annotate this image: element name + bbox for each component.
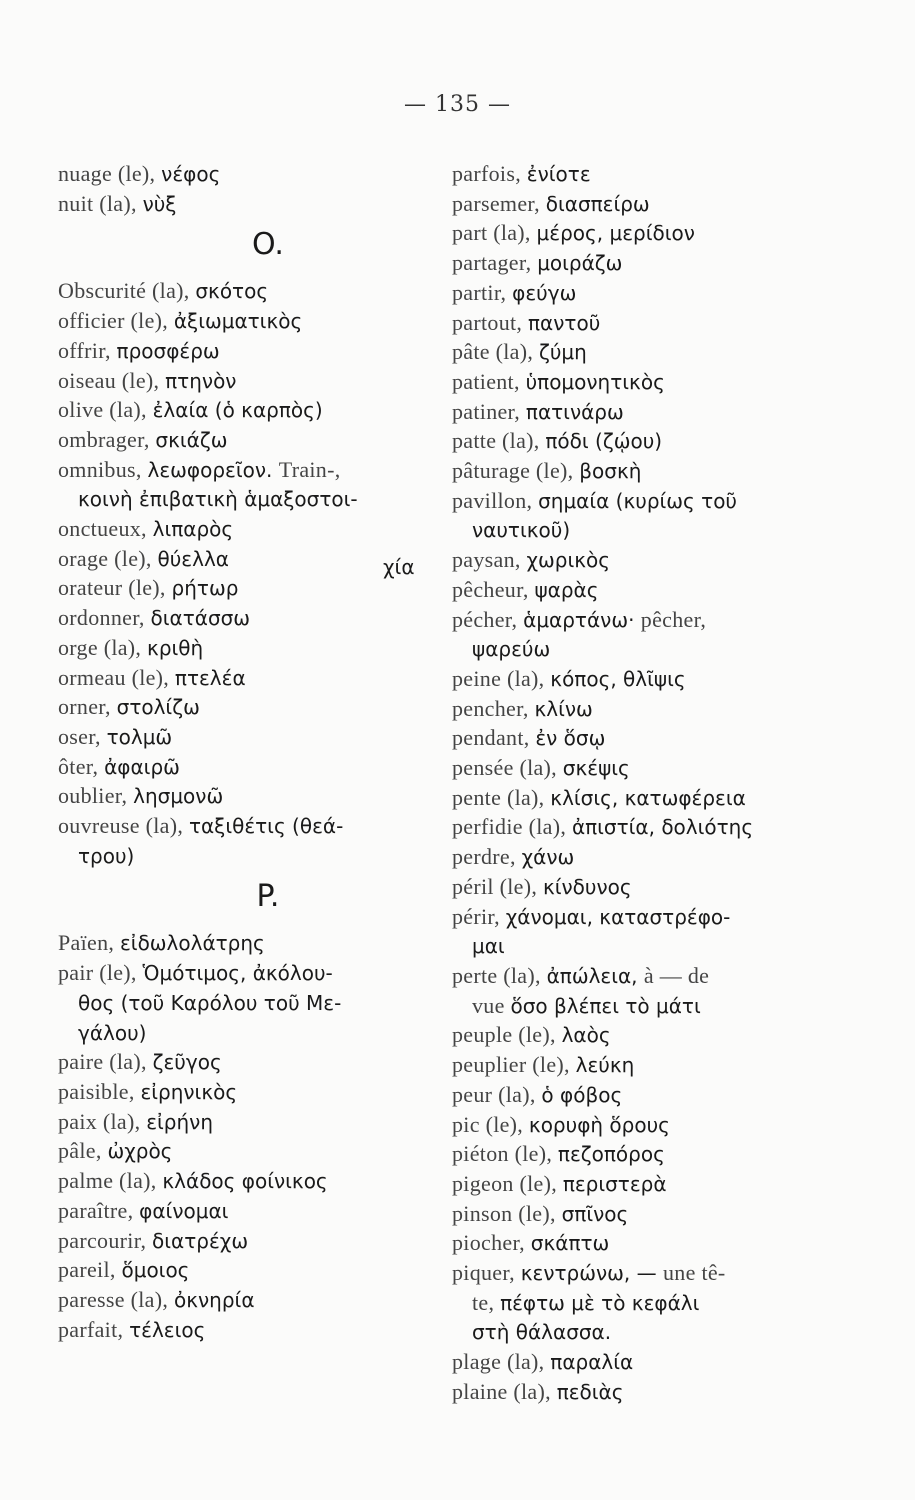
dictionary-entry xyxy=(58,277,438,307)
dictionary-entry xyxy=(58,307,438,337)
greek-translation: ἀπώλεια, xyxy=(546,963,644,988)
french-headword: offrir, xyxy=(58,337,117,363)
top-entries xyxy=(58,160,438,219)
french-headword: paraître, xyxy=(58,1197,140,1223)
page-number: — 135 — xyxy=(404,92,511,117)
french-headword: pair (le), xyxy=(58,960,143,986)
french-headword: vue xyxy=(472,992,511,1018)
dictionary-entry xyxy=(58,929,438,959)
french-headword: partir, xyxy=(452,279,513,305)
dictionary-entry xyxy=(452,992,832,1022)
greek-translation: ὅμοιος xyxy=(121,1258,190,1283)
greek-translation: χάνομαι, καταστρέφο- xyxy=(505,904,731,929)
dictionary-entry xyxy=(58,367,438,397)
greek-translation: πτηνὸν xyxy=(165,368,237,393)
dictionary-entry xyxy=(58,396,438,426)
dictionary-entry xyxy=(452,219,832,249)
greek-translation: ζεῦγος xyxy=(152,1050,222,1075)
french-headword: orage (le), xyxy=(58,545,158,571)
greek-translation: ὅσο βλέπει τὸ μάτι xyxy=(510,993,701,1018)
greek-translation: ψαρεύω xyxy=(472,637,551,662)
dictionary-entry xyxy=(452,309,832,339)
french-headword: peur (la), xyxy=(452,1081,542,1107)
french-headword: paix (la), xyxy=(58,1108,147,1134)
greek-translation: νέφος xyxy=(161,162,221,186)
french-headword: parsemer, xyxy=(452,190,546,216)
french-headword: part (la), xyxy=(452,220,537,246)
dictionary-entry xyxy=(58,1227,438,1257)
dictionary-entry xyxy=(452,1140,832,1170)
greek-translation: διασπείρω xyxy=(545,191,650,216)
dictionary-entry xyxy=(58,959,438,989)
greek-translation: τέλειος xyxy=(129,1317,206,1342)
french-headword: perdre, xyxy=(452,844,522,870)
dictionary-entry xyxy=(58,1019,438,1049)
french-headword: Train-, xyxy=(278,456,341,482)
greek-translation: λεύκη xyxy=(575,1053,635,1078)
french-headword: partout, xyxy=(452,309,529,335)
greek-translation: σπῖνος xyxy=(561,1201,629,1226)
french-headword: ormeau (le), xyxy=(58,664,175,690)
french-headword: te, xyxy=(472,1289,501,1315)
french-headword: Obscurité (la), xyxy=(58,278,196,304)
french-headword: plage (la), xyxy=(452,1349,551,1375)
french-headword: omnibus, xyxy=(58,456,148,482)
greek-translation: χάνω xyxy=(521,845,575,870)
french-headword: parfois, xyxy=(452,161,527,186)
french-headword: patient, xyxy=(452,368,526,394)
stray-syllable: χία xyxy=(383,555,415,579)
dictionary-entry xyxy=(58,989,438,1019)
french-headword: nuage (le), xyxy=(58,161,162,186)
greek-translation: πέφτω μὲ τὸ κεφάλι xyxy=(500,1290,700,1315)
greek-translation: ἐνίοτε xyxy=(526,162,591,186)
greek-translation: νὺξ xyxy=(142,191,177,216)
right-entries xyxy=(452,160,832,1408)
greek-translation: κορυφὴ ὅρους xyxy=(528,1112,670,1137)
dictionary-entry xyxy=(58,337,438,367)
greek-translation: εἰρήνη xyxy=(146,1109,214,1134)
french-headword: paysan, xyxy=(452,547,527,573)
french-headword: Païen, xyxy=(58,930,120,956)
greek-translation: σκέψις xyxy=(562,756,630,781)
dictionary-entry xyxy=(58,545,438,575)
dictionary-entry xyxy=(452,635,832,665)
french-headword: une tê- xyxy=(662,1260,726,1286)
french-headword: oublier, xyxy=(58,783,134,809)
french-headword: parcourir, xyxy=(58,1227,153,1253)
french-headword: peuplier (le), xyxy=(452,1052,576,1078)
greek-translation: τολμῶ xyxy=(106,724,173,749)
french-headword: olive (la), xyxy=(58,397,153,423)
dictionary-entry xyxy=(452,843,832,873)
greek-translation: εἰδωλολάτρης xyxy=(119,931,265,956)
dictionary-entry xyxy=(452,1229,832,1259)
dictionary-entry xyxy=(452,1318,832,1348)
dictionary-entry xyxy=(58,515,438,545)
o-entries xyxy=(58,277,438,871)
greek-translation: μέρος, μερίδιον xyxy=(536,221,695,246)
french-headword: pavillon, xyxy=(452,487,539,513)
dictionary-entry xyxy=(452,546,832,576)
greek-translation: κλάδος φοίνικος xyxy=(162,1169,328,1194)
french-headword: perte (la), xyxy=(452,962,547,988)
greek-translation: κριθὴ xyxy=(147,635,204,660)
greek-translation: διατρέχω xyxy=(152,1228,249,1253)
dictionary-entry xyxy=(452,1348,832,1378)
french-headword: oiseau (le), xyxy=(58,367,166,393)
dictionary-entry xyxy=(452,427,832,457)
dictionary-entry xyxy=(58,1316,438,1346)
greek-translation: διατάσσω xyxy=(150,606,251,631)
greek-translation: σκάπτω xyxy=(530,1231,610,1256)
dictionary-entry xyxy=(58,693,438,723)
french-headword: pêcheur, xyxy=(452,576,535,602)
greek-translation: χωρικὸς xyxy=(526,548,611,573)
french-headword: pensée (la), xyxy=(452,755,563,781)
french-headword: à — de xyxy=(643,962,710,988)
french-headword: péril (le), xyxy=(452,873,543,899)
french-headword: ordonner, xyxy=(58,605,151,631)
greek-translation: κίνδυνος xyxy=(542,874,632,899)
dictionary-entry xyxy=(58,634,438,664)
p-entries xyxy=(58,929,438,1345)
right-column xyxy=(452,160,832,1408)
dictionary-entry xyxy=(58,812,438,842)
dictionary-entry xyxy=(452,1021,832,1051)
dictionary-entry xyxy=(452,695,832,725)
greek-translation: πτελέα xyxy=(174,665,246,690)
french-headword: nuit (la), xyxy=(58,190,143,216)
greek-translation: εἰρηνικὸς xyxy=(140,1079,238,1104)
dictionary-entry xyxy=(452,606,832,636)
french-headword: pente (la), xyxy=(452,784,551,810)
greek-translation: γάλου) xyxy=(78,1020,147,1045)
greek-translation: λεωφορεῖον. xyxy=(147,457,279,482)
dictionary-entry xyxy=(452,338,832,368)
dictionary-entry xyxy=(58,604,438,634)
greek-translation: ἐλαία (ὁ καρπὸς) xyxy=(152,398,323,423)
french-headword: oser, xyxy=(58,723,107,749)
french-headword: officier (le), xyxy=(58,308,174,334)
greek-translation: θος (τοῦ Καρόλου τοῦ Με- xyxy=(78,990,342,1015)
greek-translation: κλίνω xyxy=(534,696,593,721)
dictionary-entry xyxy=(452,398,832,428)
dictionary-entry xyxy=(452,1111,832,1141)
french-headword: plaine (la), xyxy=(452,1378,557,1404)
french-headword: peuple (le), xyxy=(452,1022,562,1048)
dictionary-entry xyxy=(58,485,438,515)
dictionary-entry xyxy=(58,190,438,220)
greek-translation: ἀφαιρῶ xyxy=(104,754,180,779)
dictionary-entry xyxy=(58,1286,438,1316)
french-headword: ombrager, xyxy=(58,426,156,452)
french-headword: palme (la), xyxy=(58,1168,163,1194)
dictionary-entry xyxy=(58,1048,438,1078)
dictionary-entry xyxy=(58,1167,438,1197)
french-headword: piquer, xyxy=(452,1260,521,1286)
dictionary-entry xyxy=(58,1078,438,1108)
greek-translation: πατινάρω xyxy=(525,399,624,424)
dictionary-entry xyxy=(452,279,832,309)
dictionary-entry xyxy=(452,190,832,220)
greek-translation: προσφέρω xyxy=(116,338,220,363)
dictionary-entry xyxy=(452,724,832,754)
french-headword: pâte (la), xyxy=(452,339,539,365)
greek-translation: κλίσις, κατωφέρεια xyxy=(550,785,746,810)
dictionary-entry xyxy=(452,487,832,517)
dictionary-entry xyxy=(452,932,832,962)
french-headword: paisible, xyxy=(58,1078,141,1104)
dictionary-entry xyxy=(58,782,438,812)
french-headword: ouvreuse (la), xyxy=(58,813,189,839)
greek-translation: λησμονῶ xyxy=(133,784,224,809)
dictionary-entry xyxy=(452,754,832,784)
dictionary-entry xyxy=(452,1259,832,1289)
french-headword: partager, xyxy=(452,250,538,276)
greek-translation: τρου) xyxy=(78,843,135,868)
section-heading-p: P. xyxy=(256,879,280,915)
french-headword: pencher, xyxy=(452,695,535,721)
french-headword: pendant, xyxy=(452,725,536,751)
greek-translation: ἐν ὅσῳ xyxy=(535,726,606,751)
greek-translation: μοιράζω xyxy=(537,251,623,276)
greek-translation: κοινὴ ἐπιβατικὴ ἁμαξοστοι- xyxy=(78,487,358,512)
french-headword: onctueux, xyxy=(58,516,153,542)
greek-translation: σκιάζω xyxy=(155,427,228,452)
greek-translation: ναυτικοῦ) xyxy=(472,518,571,543)
french-headword: perfidie (la), xyxy=(452,814,572,840)
greek-translation: κόπος, θλῖψις xyxy=(550,666,686,691)
left-column xyxy=(58,160,438,1345)
greek-translation: ζύμη xyxy=(538,340,587,365)
dictionary-entry xyxy=(452,962,832,992)
dictionary-entry xyxy=(58,426,438,456)
greek-translation: μαι xyxy=(472,934,505,959)
greek-translation: πόδι (ζῴου) xyxy=(545,429,663,454)
greek-translation: ταξιθέτις (θεά- xyxy=(188,814,344,839)
dictionary-entry xyxy=(452,1170,832,1200)
greek-translation: Ὁμότιμος, ἀκόλου- xyxy=(142,961,333,986)
french-headword: pâle, xyxy=(58,1138,108,1164)
dictionary-entry xyxy=(58,160,438,190)
greek-translation: ψαρὰς xyxy=(534,577,599,602)
french-headword: orateur (le), xyxy=(58,575,172,601)
dictionary-entry xyxy=(58,1137,438,1167)
french-headword: patiner, xyxy=(452,398,526,424)
french-headword: pigeon (le), xyxy=(452,1170,563,1196)
french-headword: paresse (la), xyxy=(58,1286,174,1312)
dictionary-entry xyxy=(452,457,832,487)
dictionary-entry xyxy=(452,665,832,695)
french-headword: parfait, xyxy=(58,1316,130,1342)
dictionary-entry xyxy=(58,574,438,604)
greek-translation: θύελλα xyxy=(157,546,229,571)
dictionary-entry xyxy=(58,1108,438,1138)
dictionary-entry xyxy=(452,784,832,814)
french-headword: piocher, xyxy=(452,1230,531,1256)
greek-translation: ὑπομονητικὸς xyxy=(525,369,665,394)
greek-translation: ρήτωρ xyxy=(171,576,239,601)
greek-translation: παντοῦ xyxy=(528,310,601,335)
french-headword: pic (le), xyxy=(452,1111,529,1137)
greek-translation: πεδιὰς xyxy=(556,1379,624,1404)
dictionary-entry xyxy=(452,873,832,903)
french-headword: orge (la), xyxy=(58,634,148,660)
greek-translation: λιπαρὸς xyxy=(152,517,234,542)
greek-translation: σκότος xyxy=(195,279,269,304)
french-headword: paire (la), xyxy=(58,1049,153,1075)
greek-translation: ἀπιστία, δολιότης xyxy=(571,815,754,840)
dictionary-entry xyxy=(452,368,832,398)
dictionary-entry xyxy=(452,576,832,606)
dictionary-entry xyxy=(452,1378,832,1408)
greek-translation: φαίνομαι xyxy=(139,1198,229,1223)
french-headword: peine (la), xyxy=(452,665,551,691)
greek-translation: βοσκὴ xyxy=(579,459,642,484)
french-headword: périr, xyxy=(452,903,506,929)
greek-translation: κεντρώνω, — xyxy=(520,1261,663,1286)
greek-translation: πεζοπόρος xyxy=(557,1142,665,1167)
greek-translation: ἁμαρτάνω· xyxy=(523,607,641,632)
french-headword: pêcher, xyxy=(640,606,707,632)
french-headword: orner, xyxy=(58,694,117,720)
french-headword: pareil, xyxy=(58,1257,122,1283)
french-headword: pinson (le), xyxy=(452,1200,562,1226)
greek-translation: φεύγω xyxy=(512,280,577,305)
dictionary-entry xyxy=(452,249,832,279)
french-headword: ôter, xyxy=(58,753,105,779)
dictionary-entry xyxy=(58,1256,438,1286)
dictionary-entry xyxy=(58,723,438,753)
french-headword: pâturage (le), xyxy=(452,458,580,484)
dictionary-entry xyxy=(452,1200,832,1230)
greek-translation: στὴ θάλασσα. xyxy=(472,1320,612,1345)
dictionary-entry xyxy=(58,664,438,694)
greek-translation: στολίζω xyxy=(116,695,200,720)
dictionary-entry xyxy=(452,813,832,843)
dictionary-entry xyxy=(58,1197,438,1227)
greek-translation: παραλία xyxy=(550,1350,634,1375)
greek-translation: σημαία (κυρίως τοῦ xyxy=(538,488,737,513)
greek-translation: ὠχρὸς xyxy=(107,1139,173,1164)
dictionary-entry xyxy=(58,753,438,783)
dictionary-entry xyxy=(452,1051,832,1081)
dictionary-entry xyxy=(452,160,832,190)
greek-translation: περιστερὰ xyxy=(562,1171,667,1196)
greek-translation: ἀξιωματικὸς xyxy=(173,309,303,334)
dictionary-entry xyxy=(452,1289,832,1319)
french-headword: pécher, xyxy=(452,606,524,632)
french-headword: patte (la), xyxy=(452,428,546,454)
dictionary-entry xyxy=(58,456,438,486)
section-heading-o: O. xyxy=(252,227,284,263)
greek-translation: ὁ φόβος xyxy=(541,1082,623,1107)
french-headword: piéton (le), xyxy=(452,1141,558,1167)
greek-translation: ὀκνηρία xyxy=(173,1287,255,1312)
greek-translation: λαὸς xyxy=(561,1023,611,1048)
dictionary-entry xyxy=(452,903,832,933)
dictionary-entry xyxy=(452,516,832,546)
dictionary-entry xyxy=(58,842,438,872)
dictionary-entry xyxy=(452,1081,832,1111)
